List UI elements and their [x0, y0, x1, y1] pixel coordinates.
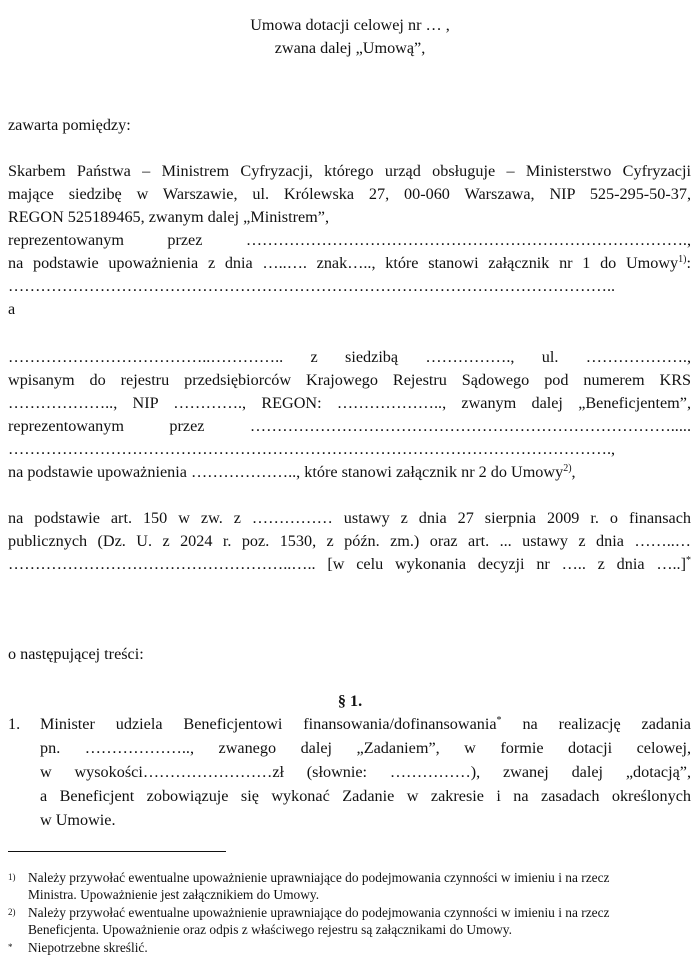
item-line-3: w wysokości……………………zł (słownie: ……………), zwanej dalej „dotacją”,: [40, 763, 691, 781]
legal-basis-line-1: na podstawie art. 150 w zw. z …………… ustawy z dnia 27 sierpnia 2009 r. o finansach: [8, 509, 691, 527]
legal-basis-line-3: [8, 553, 691, 575]
content-intro: o następującej treści:: [8, 645, 144, 663]
footnote-ref-asterisk-2: *: [496, 715, 502, 726]
footnote-1-line-2: Ministra. Upoważnienie jest załącznikiem do Umowy.: [28, 887, 320, 902]
footnote-ref-1: 1): [678, 254, 687, 265]
minister-line-2: mające siedzibę w Warszawie, ul. Królewska 27, 00-060 Warszawa, NIP 525-295-50-37,: [8, 185, 691, 203]
beneficiary-dotted-line: ………………………………………………………………………………………………….,: [8, 440, 616, 458]
item-line-1: [40, 713, 691, 735]
colon: :: [686, 254, 691, 272]
item-line-1-text-b: na realizację zadania: [501, 715, 691, 733]
minister-authorization-text: na podstawie upoważnienia z dnia …..…. znak….., które stanowi załącznik nr 1 do Umowy: [8, 254, 679, 272]
beneficiary-authorization-text: na podstawie upoważnienia ……………….., które stanowi załącznik nr 2 do Umowy: [8, 463, 564, 481]
comma: ,: [571, 463, 576, 481]
intro-text: zawarta pomiędzy:: [8, 116, 131, 134]
conjunction-a: a: [8, 300, 16, 318]
minister-line-3: REGON 525189465, zwanym dalej „Ministrem”,: [8, 208, 329, 226]
minister-representative-line: reprezentowanym przez ……………………………………………………………………….,: [8, 231, 691, 249]
item-line-4: a Beneficjent zobowiązuje się wykonać Zadanie w zakresie i na zasadach określonych: [40, 787, 691, 805]
footnote-2-mark: 2): [8, 907, 16, 917]
beneficiary-line-3: ……………….., NIP …………., REGON: ……………….., zwanym dalej „Beneficjentem”,: [8, 394, 691, 412]
footnote-1-line-1: Należy przywołać ewentualne upoważnienie uprawniające do podejmowania czynności w imieniu i na rzecz: [28, 870, 610, 885]
title-line-2: zwana dalej „Umową”,: [274, 39, 426, 57]
beneficiary-authorization-line: [8, 461, 691, 483]
footnote-3-mark: *: [8, 942, 13, 952]
footnote-separator: [8, 851, 226, 852]
legal-basis-line-2: publicznych (Dz. U. z 2024 r. poz. 1530, z późn. zm.) oraz art. ... ustawy z dnia ……..…: [8, 532, 691, 550]
legal-basis-line-3-text: ……………………………………………..….. [w celu wykonania decyzji nr ….. z dnia …..]: [8, 555, 686, 573]
beneficiary-representative-line: reprezentowanym przez …………………………………………………………………….....: [8, 417, 691, 435]
item-number: 1.: [8, 715, 21, 733]
minister-authorization-line: [8, 252, 691, 274]
beneficiary-line-2: wpisanym do rejestru przedsiębiorców Krajowego Rejestru Sądowego pod numerem KRS: [8, 371, 691, 389]
beneficiary-line-1: ………………………………..………….. z siedzibą ……………., ul. ……………….,: [8, 348, 691, 366]
minister-line-1: Skarbem Państwa – Ministrem Cyfryzacji, którego urząd obsługuje – Ministerstwo Cyfryzacji: [8, 162, 691, 180]
footnote-ref-asterisk: *: [686, 555, 691, 566]
footnote-1-mark: 1): [8, 872, 16, 882]
item-line-2: pn. ……………….., zwanego dalej „Zadaniem”, w formie dotacji celowej,: [40, 739, 691, 757]
section-heading: § 1.: [337, 692, 363, 710]
minister-dotted-line: …………………………………………………………………………………………………..: [8, 277, 616, 295]
title-line-1: Umowa dotacji celowej nr … ,: [250, 16, 450, 34]
item-line-5: w Umowie.: [40, 811, 116, 829]
footnote-ref-2: 2): [563, 463, 572, 474]
footnote-2-line-2: Beneficjenta. Upoważnienie oraz odpis z właściwego rejestru są załącznikami do Umowy.: [28, 922, 512, 937]
footnote-3-line-1: Niepotrzebne skreślić.: [28, 940, 148, 955]
item-line-1-text-a: Minister udziela Beneficjentowi finansowania/dofinansowania: [40, 715, 497, 733]
footnote-2-line-1: Należy przywołać ewentualne upoważnienie uprawniające do podejmowania czynności w imieniu i na rzecz: [28, 905, 610, 920]
